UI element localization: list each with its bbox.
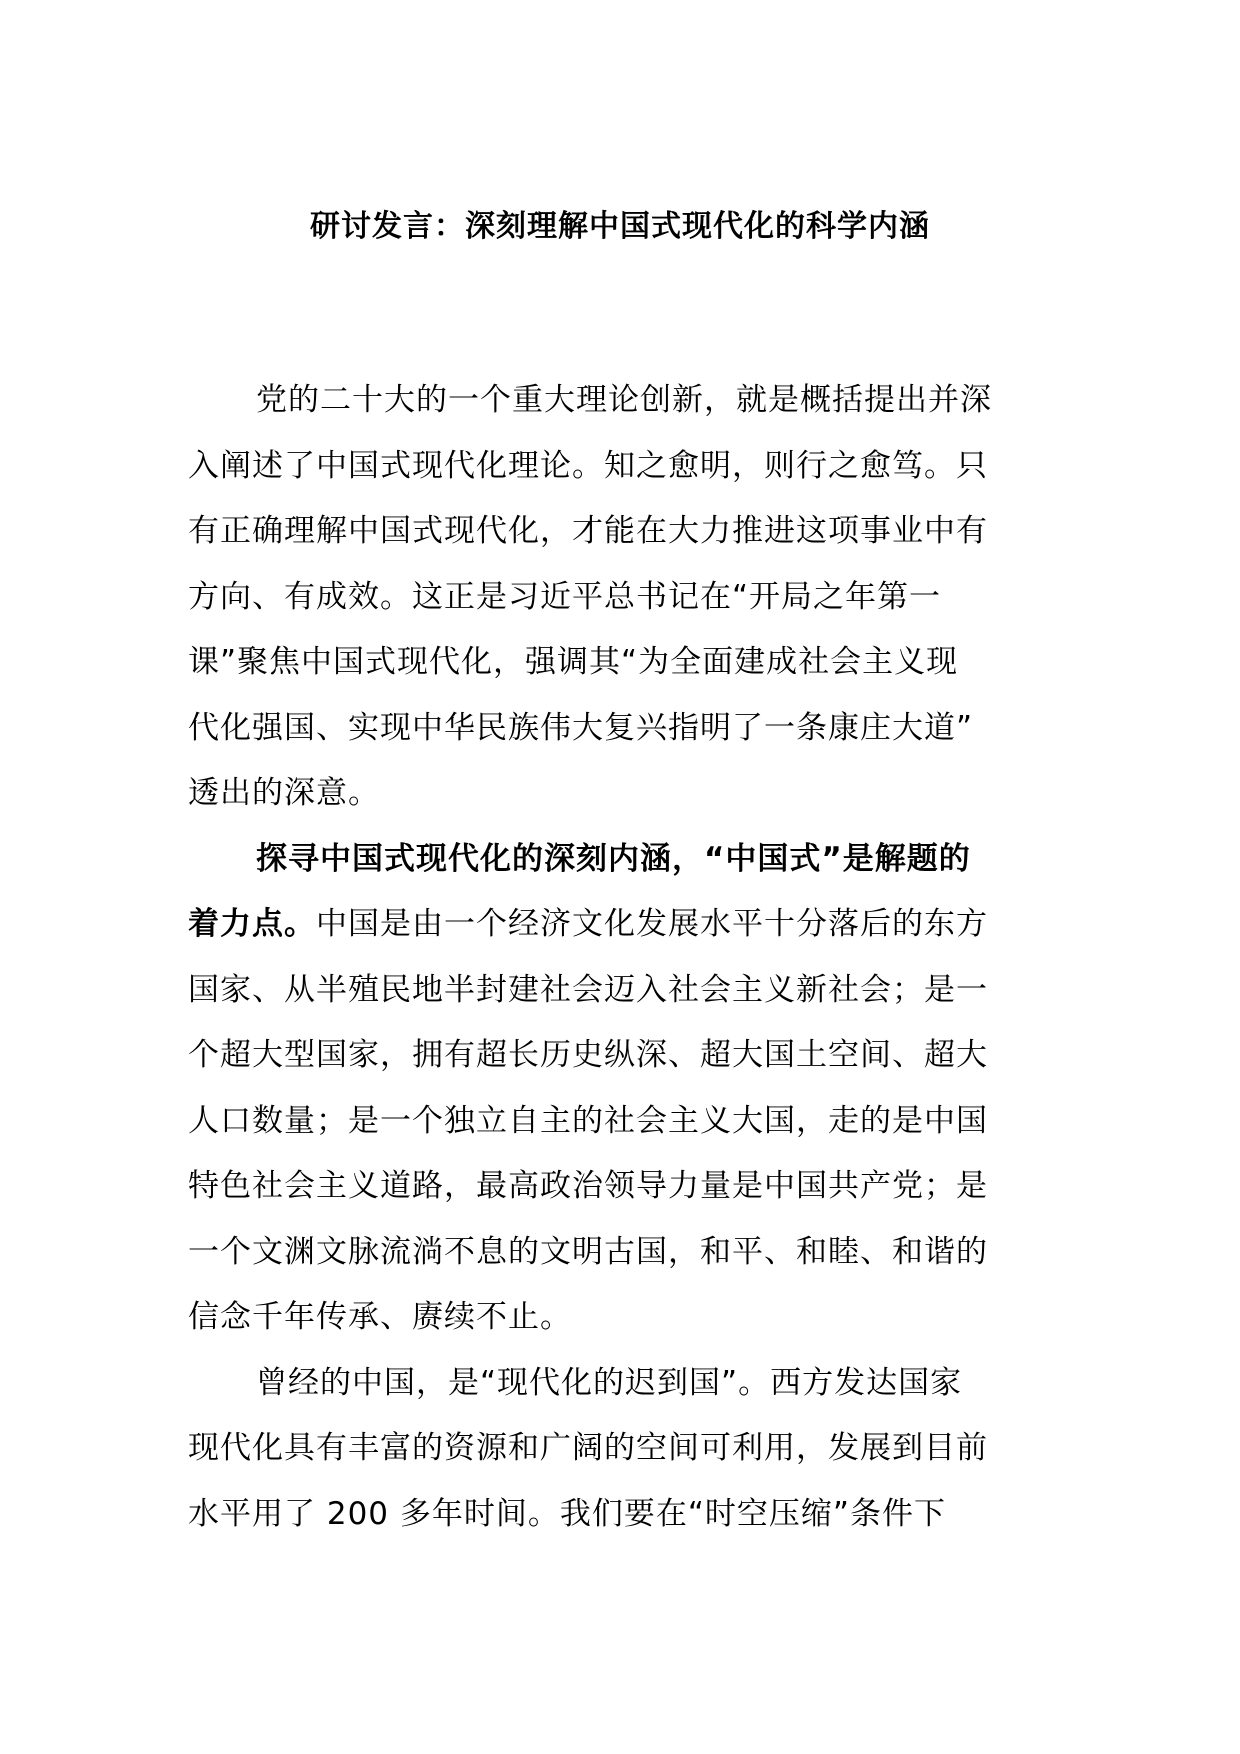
paragraph-2-line-8: 信念千年传承、赓续不止。 — [188, 1299, 572, 1335]
paragraph-1-line-1: 党的二十大的一个重大理论创新，就是概括提出并深 — [256, 382, 992, 418]
paragraph-1-line-4: 方向、有成效。这正是习近平总书记在“开局之年第一 — [188, 578, 942, 615]
document-title: 研讨发言：深刻理解中国式现代化的科学内涵 — [310, 209, 930, 244]
paragraph-1-line-2: 入阐述了中国式现代化理论。知之愈明，则行之愈笃。只 — [188, 447, 988, 484]
paragraph-2-line-6: 特色社会主义道路，最高政治领导力量是中国共产党；是 — [188, 1168, 988, 1204]
document-body — [188, 368, 1056, 1547]
paragraph-1-line-3: 有正确理解中国式现代化，才能在大力推进这项事业中有 — [188, 513, 988, 549]
paragraph-2-heading-line-1: 探寻中国式现代化的深刻内涵，“中国式”是解题的 — [256, 840, 971, 877]
paragraph-2-line-4: 个超大型国家，拥有超长历史纵深、超大国土空间、超大 — [188, 1037, 988, 1073]
paragraph-2-line-2 — [188, 892, 1056, 958]
paragraph-2-line-2-text: 中国是由一个经济文化发展水平十分落后的东方 — [316, 906, 988, 942]
paragraph-2-line-3: 国家、从半殖民地半封建社会迈入社会主义新社会；是一 — [188, 971, 988, 1008]
paragraph-2-line-7: 一个文渊文脉流淌不息的文明古国，和平、和睦、和谐的 — [188, 1233, 988, 1270]
paragraph-1-line-5: 课”聚焦中国式现代化，强调其“为全面建成社会主义现 — [188, 644, 959, 680]
paragraph-2-heading-end: 着力点。 — [188, 906, 316, 942]
paragraph-3-line-3: 水平用了 200 多年时间。我们要在“时空压缩”条件下 — [188, 1495, 946, 1532]
paragraph-1-line-7: 透出的深意。 — [188, 775, 380, 811]
paragraph-3-line-2: 现代化具有丰富的资源和广阔的空间可利用，发展到目前 — [188, 1430, 988, 1466]
paragraph-3-line-1: 曾经的中国，是“现代化的迟到国”。西方发达国家 — [256, 1364, 963, 1401]
paragraph-2-line-5: 人口数量；是一个独立自主的社会主义大国，走的是中国 — [188, 1102, 988, 1139]
paragraph-1-line-6: 代化强国、实现中华民族伟大复兴指明了一条康庄大道” — [188, 709, 974, 746]
